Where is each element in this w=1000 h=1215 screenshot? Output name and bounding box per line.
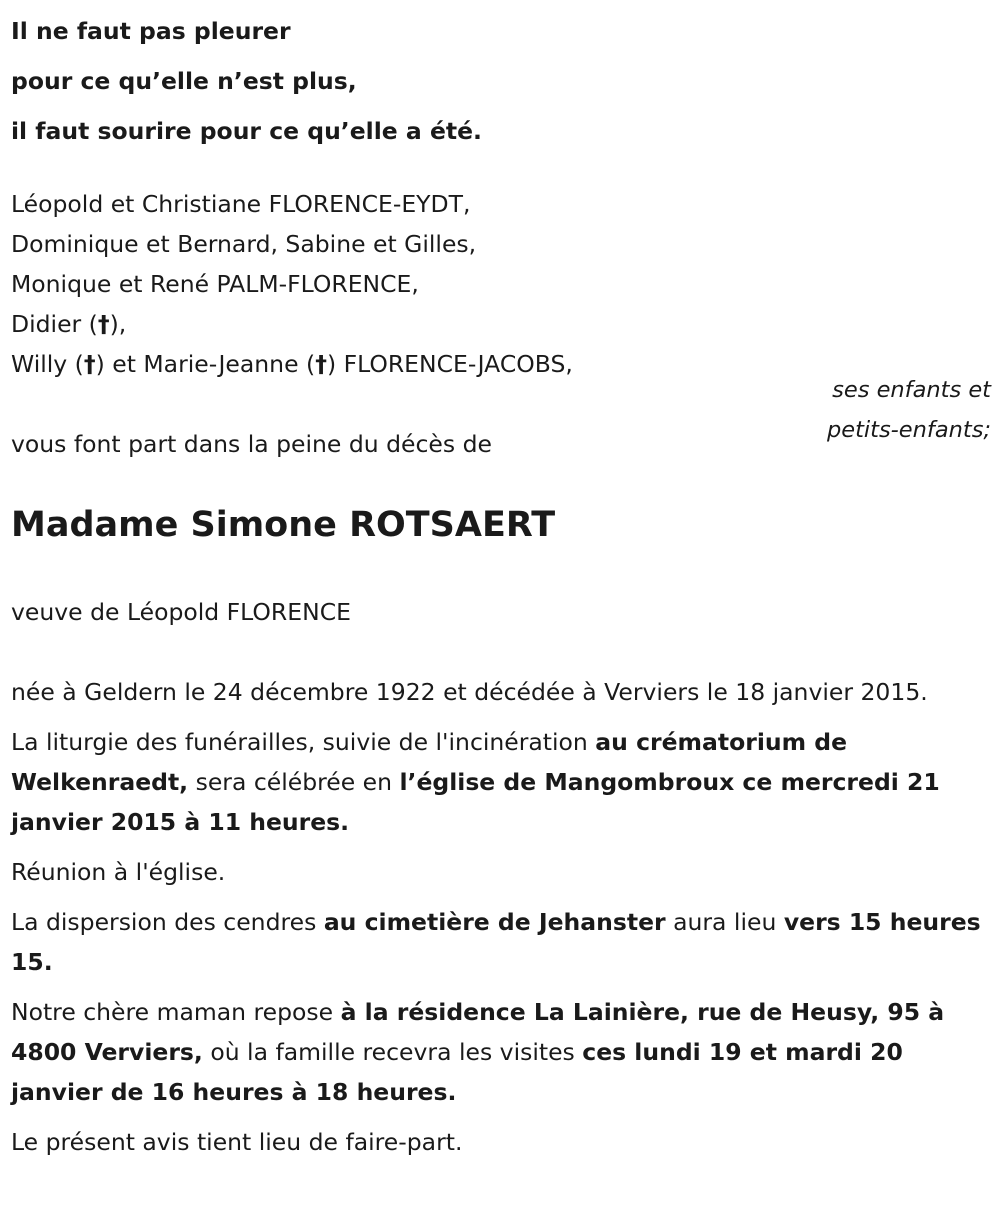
family-line-5-a: Willy ( [11, 350, 84, 378]
family-line-2: Dominique et Bernard, Sabine et Gilles, [11, 230, 477, 258]
relation-line-2: petits-enfants; [826, 417, 991, 443]
widow-of: veuve de Léopold FLORENCE [11, 598, 351, 626]
announcement: vous font part dans la peine du décès de [11, 430, 492, 458]
family-line-5-b: ) et Marie-Jeanne ( [95, 350, 316, 378]
closing-note: Le présent avis tient lieu de faire-part. [11, 1128, 463, 1156]
family-line-3: Monique et René PALM-FLORENCE, [11, 270, 419, 298]
family-line-1: Léopold et Christiane FLORENCE-EYDT, [11, 190, 471, 218]
family-list [11, 184, 573, 384]
quote-line-2: pour ce qu’elle n’est plus, [11, 67, 357, 95]
rest-bold-2: ces lundi 19 et mardi 20 janvier de 16 heures à 18 heures. [11, 1038, 903, 1106]
rest-text-2: où la famille recevra les visites [202, 1038, 583, 1066]
family-line-4-name: Didier ( [11, 310, 98, 338]
family-line-5 [11, 344, 573, 384]
dispersion-paragraph [11, 902, 996, 982]
deceased-name: Madame Simone ROTSAERT [11, 505, 556, 545]
birth-death: née à Geldern le 24 décembre 1922 et décédée à Verviers le 18 janvier 2015. [11, 678, 928, 706]
cross-icon: † [83, 350, 96, 378]
dispersion-bold-1: au cimetière de Jehanster [323, 908, 666, 936]
opening-quote [11, 6, 482, 156]
family-line-4 [11, 304, 573, 344]
rest-bold-1: à la résidence La Lainière, rue de Heusy, 95 à 4800 Verviers, [11, 998, 945, 1066]
dispersion-text-2: aura lieu [665, 908, 784, 936]
dispersion-text-1: La dispersion des cendres [11, 908, 324, 936]
cross-icon: † [315, 350, 327, 378]
quote-line-1: Il ne faut pas pleurer [11, 17, 291, 45]
family-line-5-c: ) FLORENCE-JACOBS, [326, 350, 573, 378]
family-line-4-end: ), [109, 310, 127, 338]
reunion: Réunion à l'église. [11, 858, 226, 886]
funeral-paragraph [11, 722, 996, 842]
rest-text-1: Notre chère maman repose [11, 998, 341, 1026]
relation-note [827, 370, 991, 450]
funeral-bold-2: l’église de Mangombroux ce mercredi 21 janvier 2015 à 11 heures. [11, 768, 940, 836]
rest-paragraph [11, 992, 996, 1112]
dispersion-bold-2: vers 15 heures 15. [11, 908, 981, 976]
relation-line-1: ses enfants et [832, 377, 991, 403]
funeral-bold-1: au crématorium de Welkenraedt, [11, 728, 848, 796]
quote-line-3: il faut sourire pour ce qu’elle a été. [11, 117, 482, 145]
funeral-text-1: La liturgie des funérailles, suivie de l'incinération [11, 728, 596, 756]
details [11, 672, 996, 1172]
cross-icon: † [97, 310, 110, 338]
funeral-text-2: sera célébrée en [188, 768, 400, 796]
